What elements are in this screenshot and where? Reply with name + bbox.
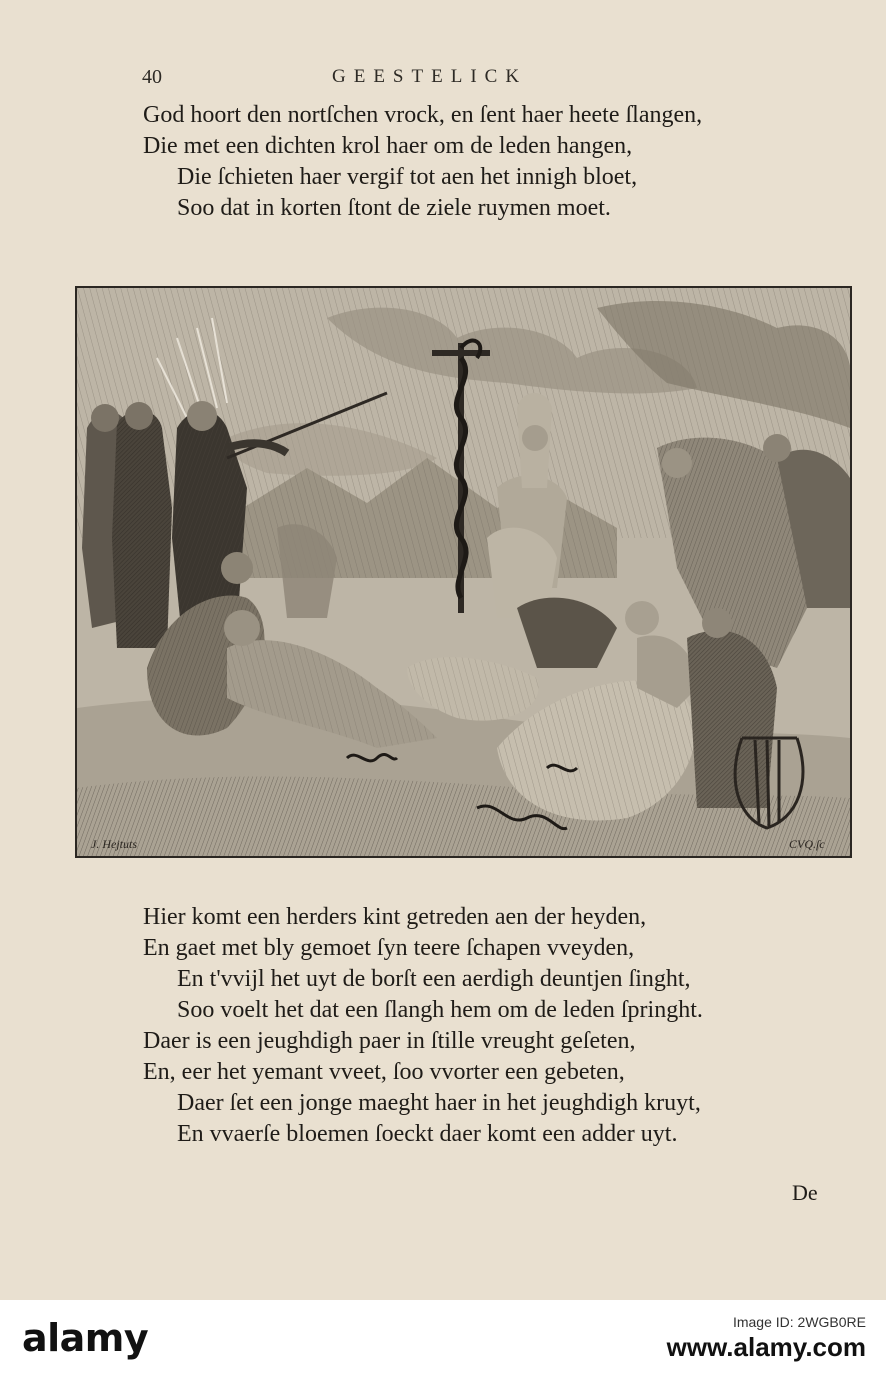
verse-line: En, eer het yemant vveet, ſoo vvorter een gebeten, [143,1059,625,1085]
engraver-signature-right: CVQ.ſc [789,837,825,851]
engraving-artwork [77,288,850,856]
stock-image-id: Image ID: 2WGB0RE [732,1314,866,1330]
verse-bottom [143,902,703,1150]
stock-info [667,1314,866,1363]
verse-line: Soo dat in korten ſtont de ziele ruymen moet. [177,195,611,221]
verse-line: Daer is een jeughdigh paer in ſtille vreught geſeten, [143,1028,636,1054]
verse-line: Die met een dichten krol haer om de leden hangen, [143,133,633,159]
verse-top [143,100,702,224]
verse-line: En vvaerſe bloemen ſoeckt daer komt een adder uyt. [177,1121,678,1147]
running-head: GEESTELICK [332,66,528,87]
verse-line: Die ſchieten haer vergif tot aen het innigh bloet, [177,164,638,190]
engraver-signature-left: J. Hejtuts [91,837,137,851]
page-header [142,66,742,94]
catchword: De [792,1180,818,1205]
engraving-illustration [75,286,852,858]
stock-photo-footer [0,1300,886,1390]
verse-line: Soo voelt het dat een ſlangh hem om de leden ſpringht. [177,997,703,1023]
verse-line: God hoort den nortſchen vrock, en ſent haer heete ſlangen, [143,102,703,128]
stock-logo: alamy [22,1316,149,1360]
stock-url: www.alamy.com [666,1332,866,1362]
verse-line: Daer ſet een jonge maeght haer in het jeughdigh kruyt, [177,1090,701,1116]
page-number: 40 [142,66,162,88]
verse-line: Hier komt een herders kint getreden aen der heyden, [143,904,647,930]
verse-line: En t'vvijl het uyt de borſt een aerdigh deuntjen ſinght, [177,966,691,992]
verse-line: En gaet met bly gemoet ſyn teere ſchapen vveyden, [143,935,635,961]
